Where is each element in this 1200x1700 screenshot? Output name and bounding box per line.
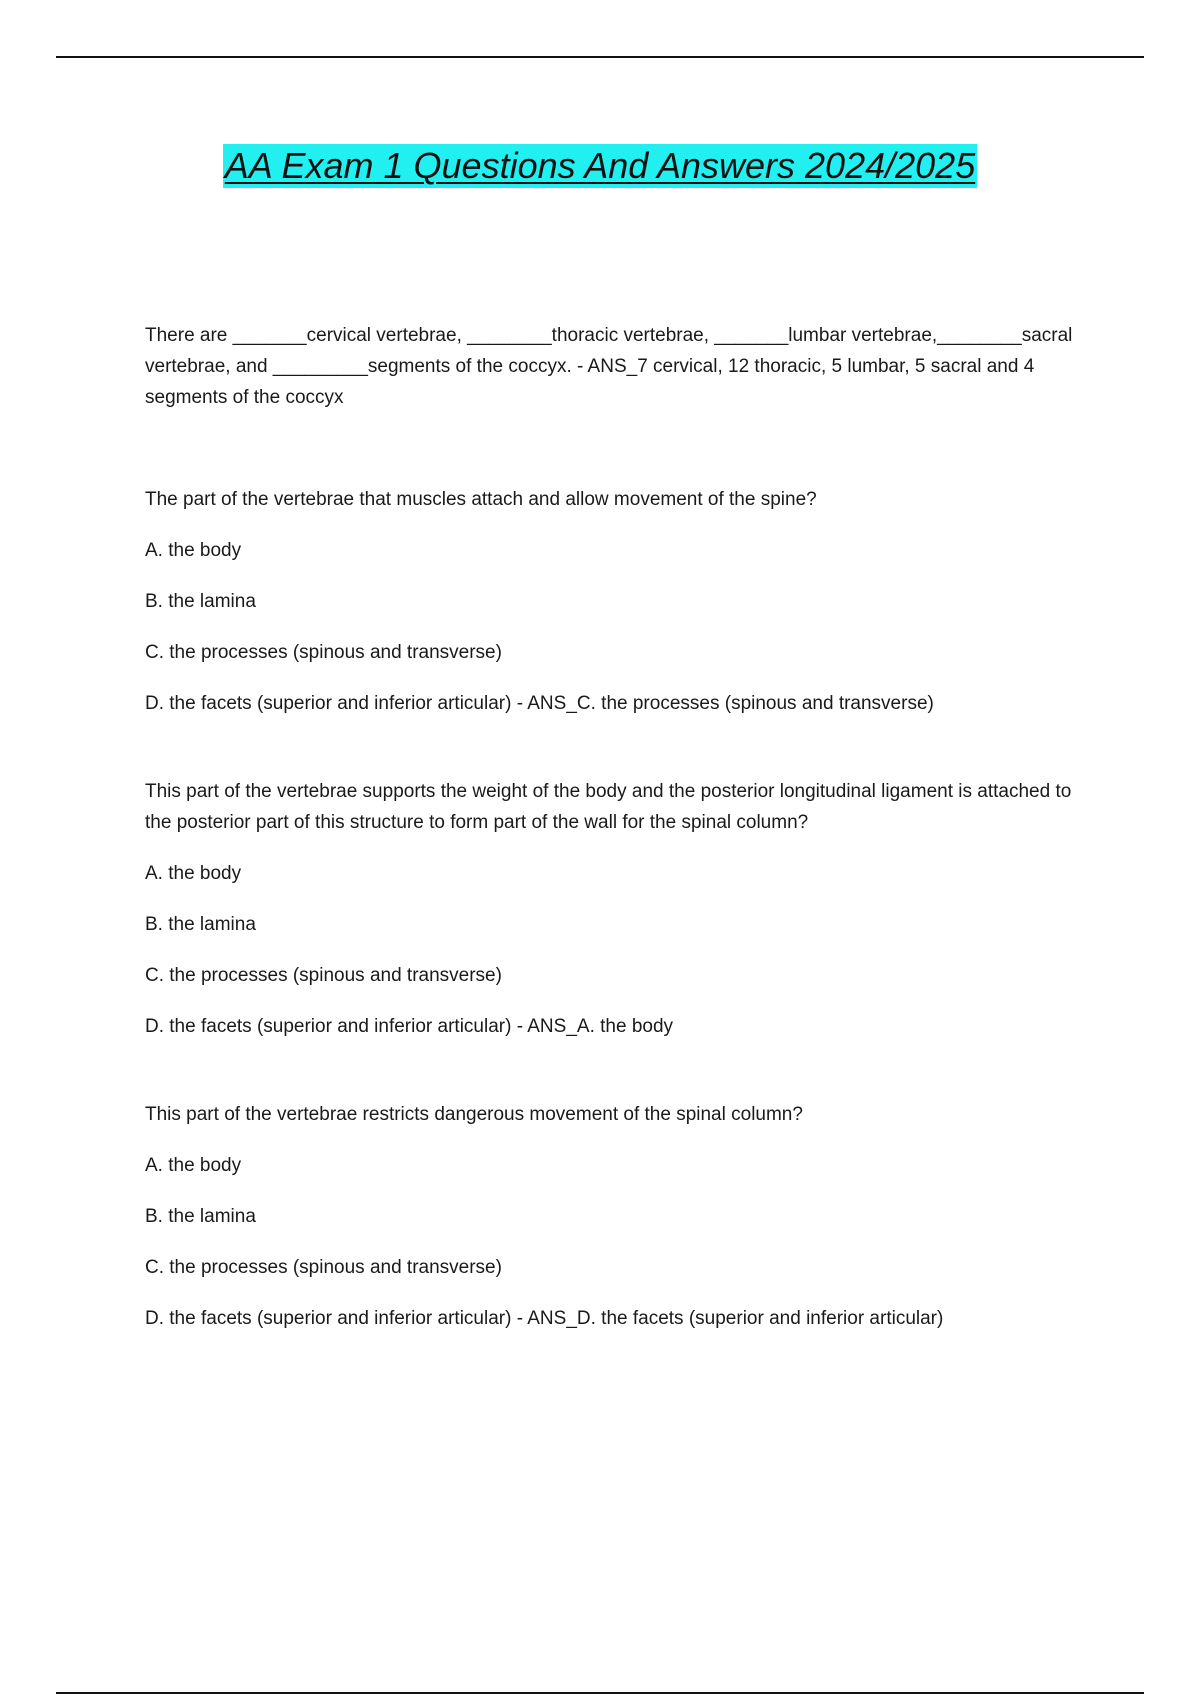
answer-option-c: C. the processes (spinous and transverse) [145,1257,502,1278]
question-block-4 [145,1099,1095,1334]
answer-option-c: C. the processes (spinous and transverse) [145,965,502,986]
answer-option-c: C. the processes (spinous and transverse) [145,642,502,663]
question-text: This part of the vertebrae supports the weight of the body and the posterior longitudinal ligament is attached to the posterior part of this structure to form part of the wall for the spinal column? [145,781,1072,833]
question-text: This part of the vertebrae restricts dangerous movement of the spinal column? [145,1104,803,1125]
question-text: The part of the vertebrae that muscles attach and allow movement of the spine? [145,489,817,510]
answer-option-d: D. the facets (superior and inferior articular) - ANS_C. the processes (spinous and transverse) [145,693,934,714]
title-container [0,144,1200,188]
answer-option-b: B. the lamina [145,591,256,612]
question-block-3 [145,776,1095,1042]
answer-option-a: A. the body [145,863,242,884]
answer-option-b: B. the lamina [145,1206,256,1227]
document-title: AA Exam 1 Questions And Answers 2024/2025 [224,145,976,186]
answer-option-a: A. the body [145,1155,242,1176]
question-text: There are _______cervical vertebrae, ________thoracic vertebrae, _______lumbar vertebrae,________sacral vertebrae, and _________segments of the coccyx. - ANS_7 cervical, 12 thoracic, 5 lumbar, 5 sacral and 4 segments of the coccyx [145,325,1073,408]
top-rule [56,56,1144,58]
answer-option-d: D. the facets (superior and inferior articular) - ANS_D. the facets (superior and inferior articular) [145,1308,944,1329]
answer-option-b: B. the lamina [145,914,256,935]
answer-option-a: A. the body [145,540,242,561]
document-body [145,320,1095,1334]
answer-option-d: D. the facets (superior and inferior articular) - ANS_A. the body [145,1016,674,1037]
question-block-1 [145,320,1095,413]
bottom-rule [56,1692,1144,1694]
question-block-2 [145,484,1095,719]
